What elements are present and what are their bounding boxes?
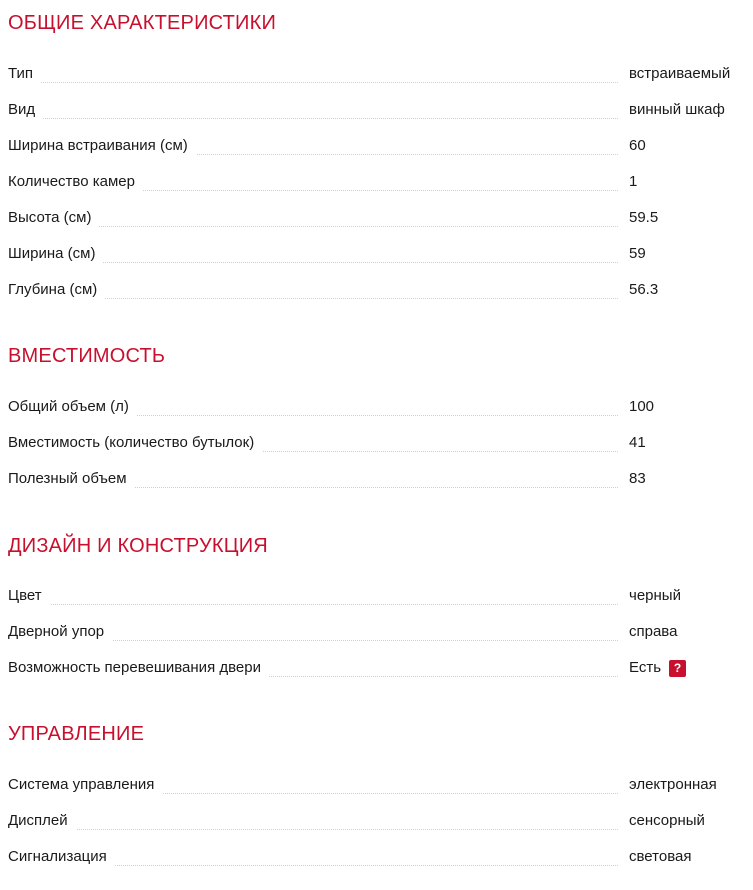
spec-value: винный шкаф (629, 101, 725, 118)
spec-value: 83 (629, 470, 646, 487)
spec-label: Дисплей (8, 811, 76, 831)
spec-label: Ширина встраивания (см) (8, 136, 196, 156)
spec-label: Тип (8, 64, 41, 84)
spec-row (0, 397, 753, 433)
spec-row (0, 622, 753, 658)
spec-row (0, 469, 753, 505)
spec-label: Сигнализация (8, 847, 115, 867)
spec-row (0, 847, 753, 883)
spec-value: Есть ? (629, 658, 686, 678)
spec-row (0, 244, 753, 280)
dotted-leader (8, 226, 618, 227)
spec-row (0, 136, 753, 172)
spec-label: Ширина (см) (8, 244, 103, 264)
dotted-leader (8, 118, 618, 119)
spec-label: Вместимость (количество бутылок) (8, 433, 262, 453)
spec-label: Глубина (см) (8, 280, 105, 300)
spec-value: электронная (629, 776, 717, 793)
spec-row (0, 208, 753, 244)
spec-row (0, 775, 753, 811)
spec-row (0, 172, 753, 208)
spec-value: 60 (629, 137, 646, 154)
spec-value: световая (629, 848, 692, 865)
spec-row (0, 280, 753, 316)
spec-row (0, 586, 753, 622)
spec-label: Общий объем (л) (8, 397, 137, 417)
question-mark-icon[interactable]: ? (669, 660, 686, 677)
spec-value: встраиваемый (629, 65, 731, 82)
section-title: ДИЗАЙН И КОНСТРУКЦИЯ (8, 535, 268, 557)
spec-label: Высота (см) (8, 208, 99, 228)
spec-value: сенсорный (629, 812, 705, 829)
spec-value: 100 (629, 398, 655, 415)
dotted-leader (8, 829, 618, 830)
section-title: ВМЕСТИМОСТЬ (8, 345, 166, 367)
spec-value: 56.3 (629, 281, 659, 298)
spec-label: Вид (8, 100, 43, 120)
spec-value: 41 (629, 434, 646, 451)
spec-value: 59 (629, 245, 646, 262)
spec-label: Дверной упор (8, 622, 112, 642)
section-title: УПРАВЛЕНИЕ (8, 723, 145, 745)
spec-row (0, 433, 753, 469)
spec-row (0, 100, 753, 136)
spec-value: черный (629, 587, 681, 604)
spec-value: справа (629, 623, 678, 640)
spec-label: Возможность перевешивания двери (8, 658, 269, 678)
spec-value: 1 (629, 173, 638, 190)
spec-row (0, 658, 753, 694)
spec-value: 59.5 (629, 209, 659, 226)
spec-label: Количество камер (8, 172, 143, 192)
dotted-leader (8, 604, 618, 605)
spec-label: Полезный объем (8, 469, 135, 489)
section-title: ОБЩИЕ ХАРАКТЕРИСТИКИ (8, 12, 277, 34)
spec-row (0, 811, 753, 847)
spec-label: Цвет (8, 586, 50, 606)
spec-row (0, 64, 753, 100)
dotted-leader (8, 82, 618, 83)
spec-label: Система управления (8, 775, 162, 795)
